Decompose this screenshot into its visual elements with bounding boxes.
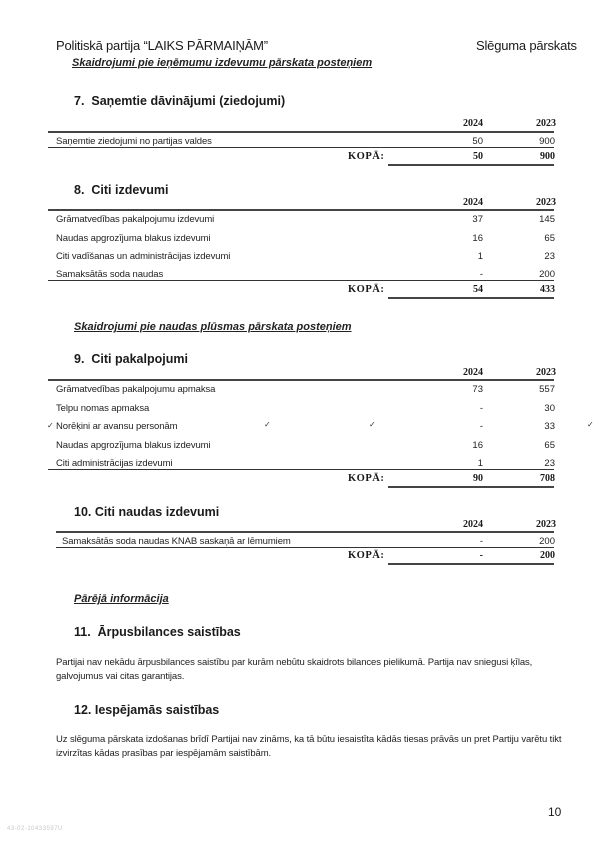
row-label: Samaksātās soda naudas KNAB saskaņā ar lēmumiem — [62, 536, 291, 547]
column-header-2024: 2024 — [463, 367, 483, 378]
note-number: 7. — [74, 94, 85, 108]
total-rule — [388, 297, 554, 299]
row-label: Citi administrācijas izdevumi — [56, 458, 173, 469]
check-mark: ✓ — [47, 421, 54, 430]
value-2024: - — [479, 421, 483, 432]
value-2024: 73 — [472, 384, 483, 395]
check-mark: ✓ — [369, 420, 376, 429]
row-label: Grāmatvedības pakalpojumu izdevumi — [56, 214, 215, 225]
value-2023: 30 — [544, 403, 555, 414]
row-label: Norēķini ar avansu personām — [56, 421, 178, 432]
note-12-title — [74, 703, 219, 717]
total-2024: 50 — [473, 151, 483, 162]
column-header-2023: 2023 — [536, 367, 556, 378]
total-label: KOPĀ: — [348, 550, 385, 561]
note-7-title — [74, 94, 285, 108]
note-title-text: Saņemtie dāvinājumi (ziedojumi) — [91, 94, 286, 108]
check-mark: ✓ — [587, 420, 594, 429]
value-2023: 557 — [539, 384, 555, 395]
row-label: Citi vadīšanas un administrācijas izdevumi — [56, 251, 231, 262]
total-2023: 900 — [540, 151, 555, 162]
value-2023: 900 — [539, 136, 555, 147]
row-label: Samaksātās soda naudas — [56, 269, 164, 280]
value-2024: 1 — [477, 251, 483, 262]
table-rule — [56, 547, 554, 548]
total-rule — [388, 563, 554, 565]
table-rule — [48, 469, 554, 470]
value-2023: 33 — [544, 421, 555, 432]
total-2023: 708 — [540, 473, 555, 484]
column-header-2023: 2023 — [536, 118, 556, 129]
value-2023: 200 — [539, 536, 555, 547]
total-2024: - — [479, 550, 483, 561]
row-label: Grāmatvedības pakalpojumu apmaksa — [56, 384, 216, 395]
total-label: KOPĀ: — [348, 151, 385, 162]
total-2024: 54 — [473, 284, 483, 295]
table-header-rule — [48, 131, 554, 133]
row-label: Saņemtie ziedojumi no partijas valdes — [56, 136, 212, 147]
note-number: 9. — [74, 352, 85, 366]
value-2023: 65 — [544, 233, 555, 244]
note-title-text: Citi naudas izdevumi — [94, 505, 220, 519]
total-2023: 433 — [540, 284, 555, 295]
value-2023: 23 — [544, 458, 555, 469]
total-2024: 90 — [473, 473, 483, 484]
table-header-rule — [48, 379, 554, 381]
value-2024: 1 — [477, 458, 483, 469]
table-rule — [48, 280, 554, 281]
value-2024: - — [479, 536, 483, 547]
value-2024: 16 — [472, 440, 483, 451]
check-mark: ✓ — [264, 420, 271, 429]
note-number: 12. — [74, 703, 92, 717]
organization-name: Politiskā partija “LAIKS PĀRMAIŅĀM” — [56, 38, 268, 53]
row-label: Telpu nomas apmaksa — [56, 403, 150, 414]
row-label: Naudas apgrozījuma blakus izdevumi — [56, 233, 211, 244]
note-12-text: Uz slēguma pārskata izdošanas brīdī Partijai nav zināms, ka tā būtu iesaistīta kādās tiesas prāvās un pret Partiju varētu tikt izvirzītas kādas prasības par iespējamām saistībām. — [56, 734, 562, 759]
section-title-other-info: Pārējā informācija — [74, 593, 169, 605]
value-2024: 16 — [472, 233, 483, 244]
note-11-title — [74, 625, 241, 639]
note-title-text: Citi pakalpojumi — [91, 352, 188, 366]
note-11-text: Partijai nav nekādu ārpusbilances saistību par kurām nebūtu skaidrots bilances pielikumā. Partija nav sniegusi ķīlas, galvojumus vai citas garantijas. — [56, 657, 533, 682]
note-number: 8. — [74, 183, 85, 197]
total-rule — [388, 486, 554, 488]
column-header-2024: 2024 — [463, 197, 483, 208]
note-8-title — [74, 183, 168, 197]
total-2023: 200 — [540, 550, 555, 561]
page-number: 10 — [548, 805, 562, 819]
value-2023: 200 — [539, 269, 555, 280]
value-2023: 145 — [539, 214, 555, 225]
table-header-rule — [48, 209, 554, 211]
total-rule — [388, 164, 554, 166]
section-title-income-expense: Skaidrojumi pie ieņēmumu izdevumu pārskata posteņiem — [72, 57, 373, 69]
column-header-2023: 2023 — [536, 197, 556, 208]
report-title: Slēguma pārskats — [476, 38, 577, 53]
column-header-2024: 2024 — [463, 118, 483, 129]
column-header-2024: 2024 — [463, 519, 483, 530]
value-2023: 65 — [544, 440, 555, 451]
note-number: 11. — [74, 625, 91, 639]
value-2024: - — [479, 403, 483, 414]
value-2023: 23 — [544, 251, 555, 262]
note-10-title — [74, 505, 219, 519]
table-header-rule — [56, 531, 554, 533]
note-9-title — [74, 352, 188, 366]
table-rule — [48, 147, 554, 148]
note-title-text: Iespējamās saistības — [94, 703, 220, 717]
note-title-text: Citi izdevumi — [91, 183, 169, 197]
row-label: Naudas apgrozījuma blakus izdevumi — [56, 440, 211, 451]
total-label: KOPĀ: — [348, 473, 385, 484]
note-number: 10. — [74, 505, 92, 519]
column-header-2023: 2023 — [536, 519, 556, 530]
document-stamp: 43-02-10433597U — [7, 826, 63, 832]
value-2024: 37 — [472, 214, 483, 225]
section-title-cash-flow: Skaidrojumi pie naudas plūsmas pārskata posteņiem — [74, 321, 352, 333]
value-2024: - — [479, 269, 483, 280]
note-title-text: Ārpusbilances saistības — [97, 625, 241, 639]
value-2024: 50 — [472, 136, 483, 147]
total-label: KOPĀ: — [348, 284, 385, 295]
